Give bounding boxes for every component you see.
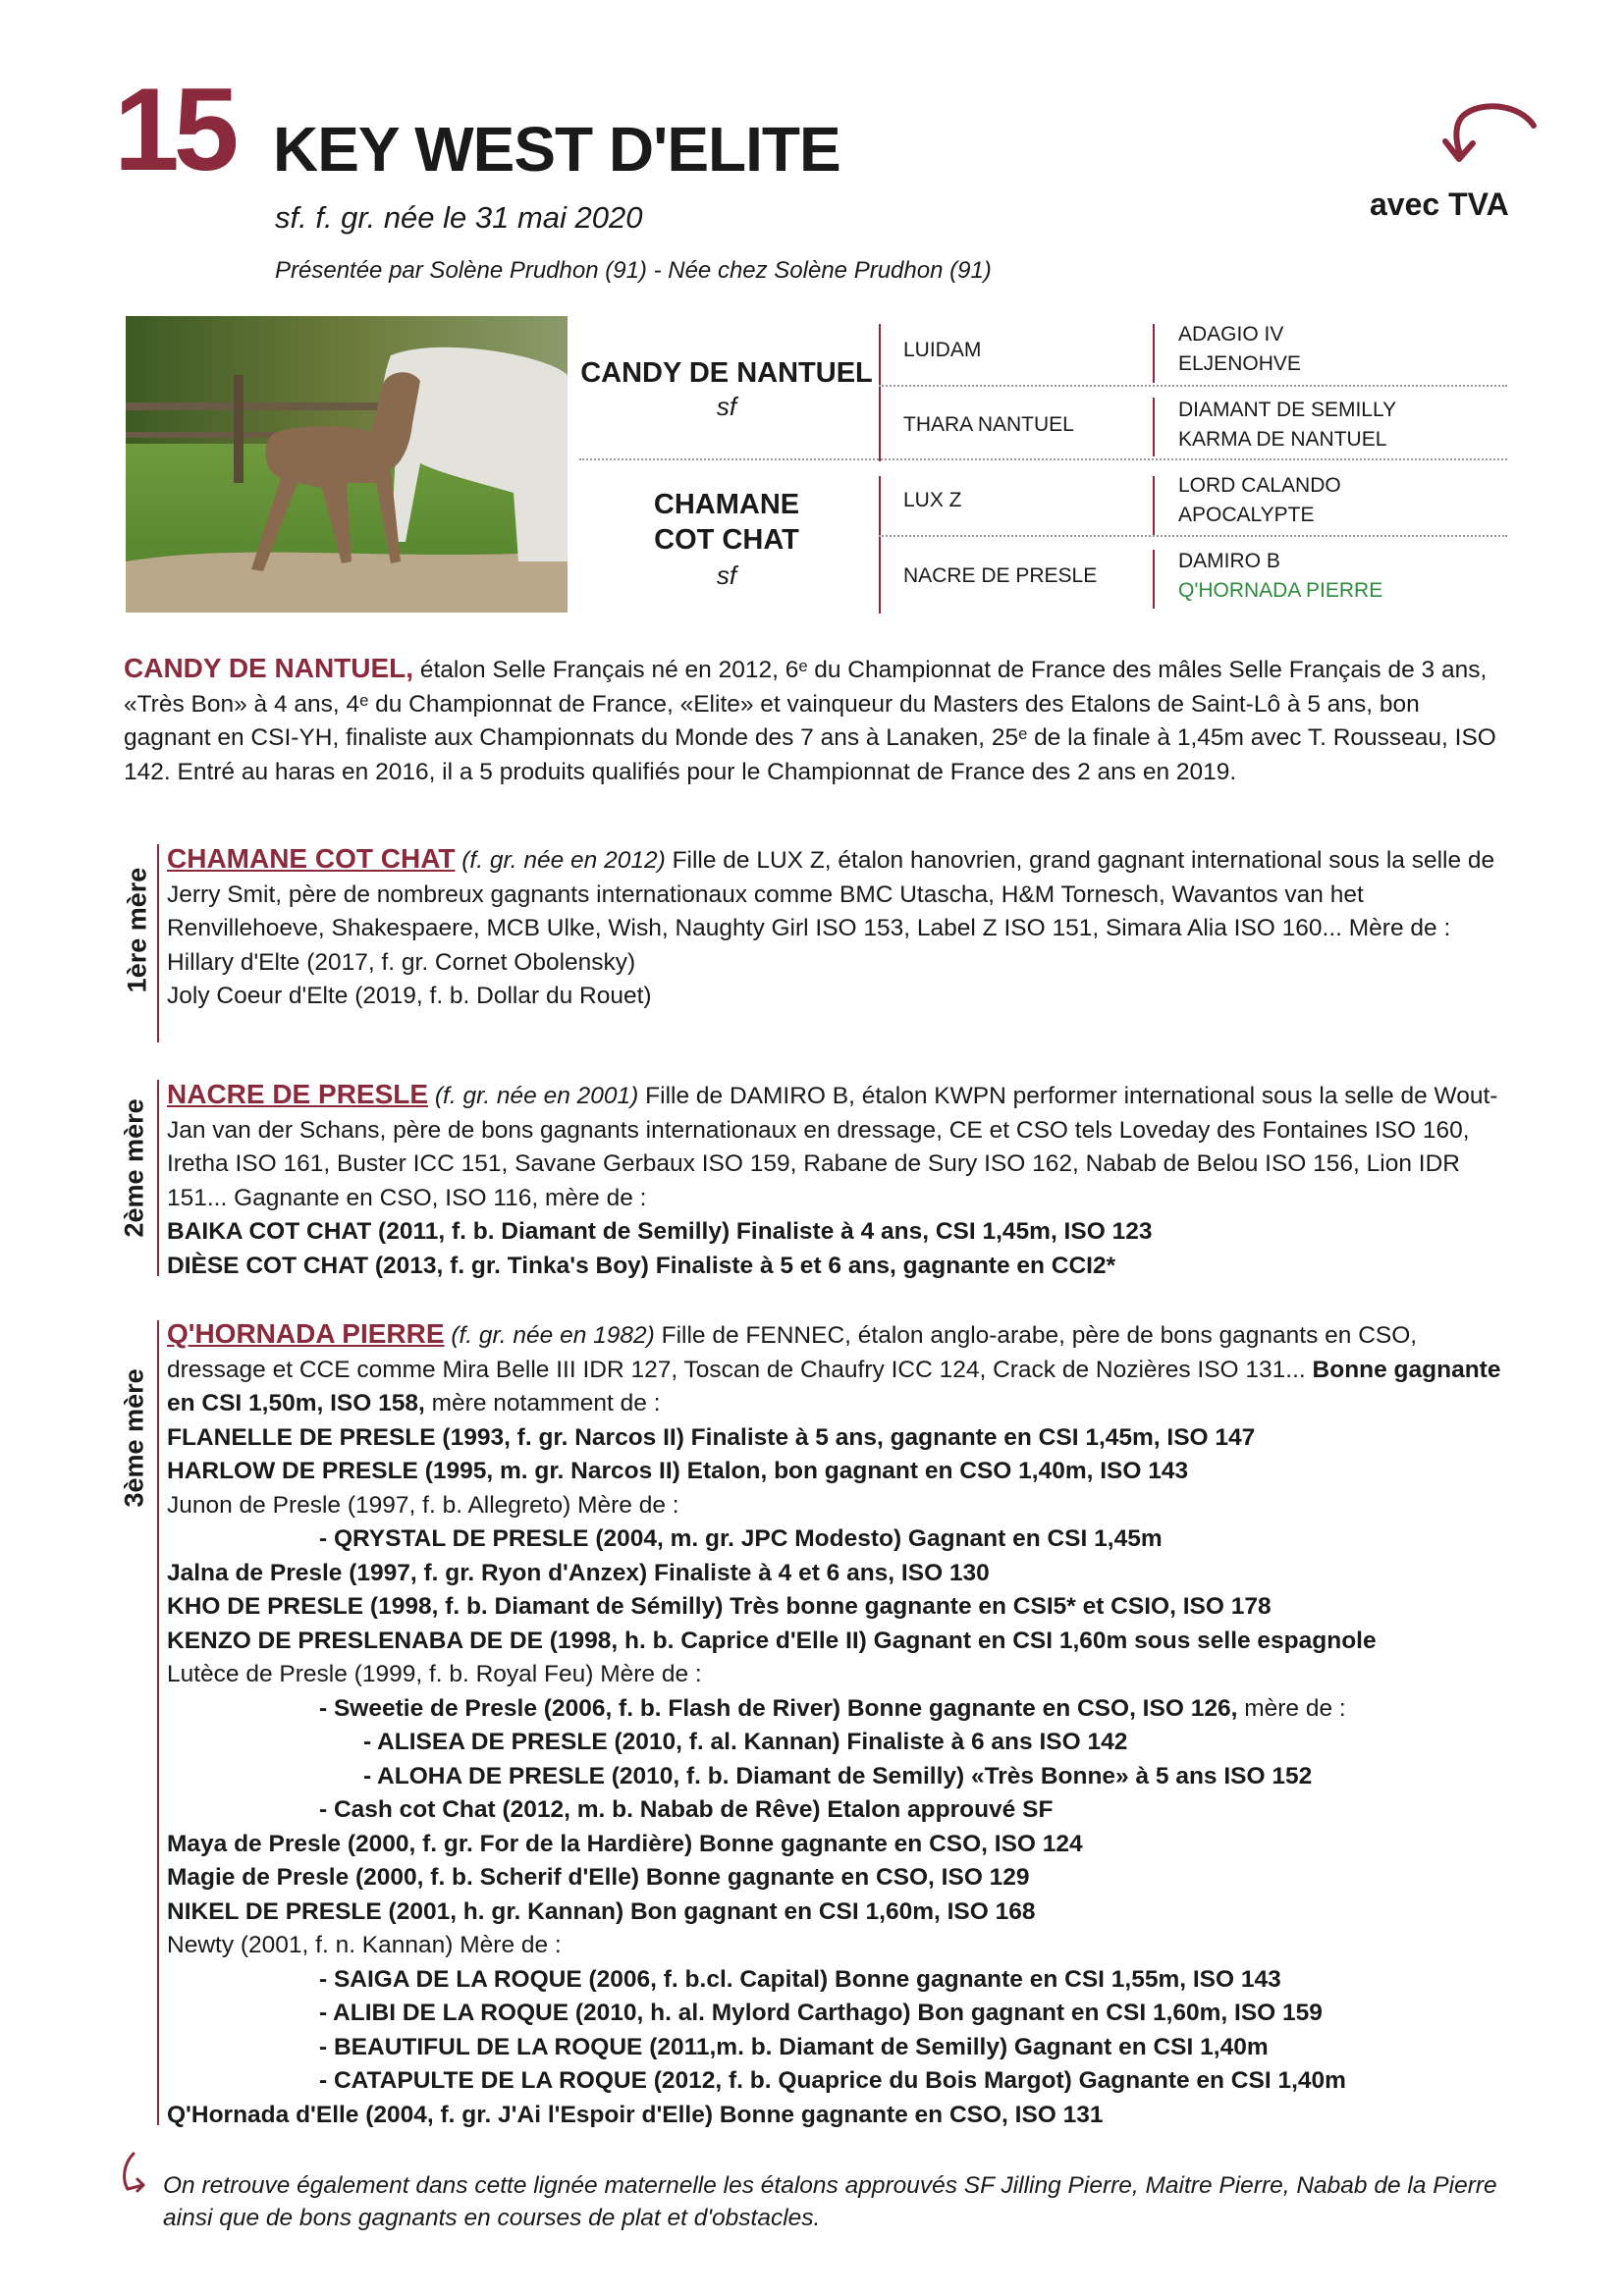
pedigree-g2: ELJENOHVE (1178, 352, 1301, 375)
dam1-section (167, 842, 1508, 1014)
dam3-line-text: NIKEL DE PRESLE (2001, h. gr. Kannan) Bon gagnant en CSI 1,60m, ISO 168 (167, 1897, 1036, 1925)
presented-by: Présentée par Solène Prudhon (91) - Née chez Solène Prudhon (91) (275, 257, 992, 284)
pedigree-divider (579, 458, 1507, 460)
dam3-line (167, 1963, 1508, 1998)
dam3-line-text: KENZO DE PRESLENABA DE DE (1998, h. b. Caprice d'Elle II) Gagnant en CSI 1,60m sous selle espagnole (167, 1627, 1377, 1654)
dam3-text-bold: Bonne gagnante en CSI 1,50m, ISO 158, (167, 1356, 1501, 1416)
section-bar (157, 1320, 159, 2125)
dam2-desc: (f. gr. née en 2001) (434, 1083, 639, 1109)
horse-name: KEY WEST D'ELITE (273, 114, 840, 185)
dam3-lines (167, 1421, 1508, 2133)
dam3-line-suffix: mère de : (1237, 1694, 1346, 1722)
pedigree-g7: DAMIRO B (1178, 550, 1280, 572)
dam3-line-text: - CATAPULTE DE LA ROQUE (2012, f. b. Quaprice du Bois Margot) Gagnante en CSI 1,40m (319, 2067, 1346, 2094)
pedigree-divider (879, 535, 1507, 537)
dam3-line (167, 1590, 1508, 1625)
pedigree-g6: APOCALYPTE (1178, 504, 1315, 526)
dam3-line-text: - ALOHA DE PRESLE (2010, f. b. Diamant de Semilly) «Très Bonne» à 5 ans ISO 152 (363, 1762, 1313, 1789)
dam3-line (167, 1726, 1508, 1760)
sire-description-text: étalon Selle Français né en 2012, 6ᵉ du Championnat de France des mâles Selle Français de 3 ans, «Très Bon» à 4 ans, 4ᵉ du Championnat de France, «Elite» et vainqueur du Masters des Etalons de Saint-Lô à 5 ans, bon gagnant en CSI-YH, finaliste aux Championnats du Monde des 7 ans à Lanaken, 25ᵉ de la finale à 1,45m avec T. Rousseau, ISO 142. Entré au haras en 2016, il a 5 produits qualifiés pour le Championnat de France des 2 ans en 2019. (124, 657, 1496, 785)
dam3-label: 3ème mère (119, 1368, 149, 1508)
pedigree-dam-breed: sf (716, 561, 737, 590)
dam3-line (167, 2031, 1508, 2065)
dam3-line (167, 1896, 1508, 1930)
dam1-label: 1ère mère (122, 867, 152, 993)
dam3-line-text: Q'Hornada d'Elle (2004, f. gr. J'Ai l'Espoir d'Elle) Bonne gagnante en CSO, ISO 131 (167, 2101, 1104, 2128)
pedigree-dam-name-line1: CHAMANE (653, 489, 800, 520)
dam3-section (167, 1317, 1508, 2132)
dam3-line-text: Newty (2001, f. n. Kannan) Mère de : (167, 1932, 562, 1958)
dam3-line (167, 1692, 1508, 1727)
pedigree-g4: KARMA DE NANTUEL (1178, 428, 1387, 451)
dam3-line-text: - SAIGA DE LA ROQUE (2006, f. b.cl. Capital) Bonne gagnante en CSI 1,55m, ISO 143 (319, 1965, 1281, 1993)
pedigree-dam-sire: LUX Z (903, 489, 962, 511)
dam1-text: Fille de LUX Z, étalon hanovrien, grand gagnant international sous la selle de Jerry Smit, père de nombreux gagnants internationaux comme BMC Utascha, H&M Tornesch, Wavantos van het Renvillehoeve, Shakespaere, MCB Ulke, Wish, Naughty Girl ISO 153, Label Z ISO 151, Simara Alia ISO 160... Mère de : (167, 847, 1495, 941)
dam3-line (167, 2064, 1508, 2099)
dam3-line-text: - BEAUTIFUL DE LA ROQUE (2011,m. b. Diamant de Semilly) Gagnant en CSI 1,40m (319, 2033, 1269, 2060)
dam2-label: 2ème mère (119, 1098, 149, 1238)
dam3-line (167, 1455, 1508, 1489)
dam2-text: Fille de DAMIRO B, étalon KWPN performer international sous la selle de Wout-Jan van der Schans, père de bons gagnants internationaux en dressage, CE et CSO tels Loveday des Fontaines ISO 160, Iretha ISO 161, Buster ICC 151, Savane Gerbaux ISO 159, Rabane de Sury ISO 162, Nabab de Belou ISO 156, Lion IDR 151... Gagnante en CSO, ISO 116, mère de : (167, 1083, 1498, 1211)
dam3-line (167, 1421, 1508, 1456)
dam3-line (167, 2099, 1508, 2133)
dam3-line-text: - Cash cot Chat (2012, m. b. Nabab de Rêve) Etalon approuvé SF (319, 1796, 1054, 1823)
pedigree-dam-name-line2: COT CHAT (654, 524, 799, 556)
pedigree-divider (879, 476, 881, 614)
dam3-line (167, 1793, 1508, 1828)
sire-description-name: CANDY DE NANTUEL, (124, 653, 414, 683)
dam3-line-text: Maya de Presle (2000, f. gr. For de la Hardière) Bonne gagnante en CSO, ISO 124 (167, 1830, 1083, 1857)
dam1-line: Joly Coeur d'Elte (2019, f. b. Dollar du Rouet) (167, 983, 652, 1009)
dam2-section (167, 1078, 1508, 1283)
pedigree-divider (879, 385, 1507, 387)
pedigree-dam-dam: NACRE DE PRESLE (903, 564, 1098, 587)
photo-foal-and-mare (126, 316, 568, 613)
curved-arrow-icon (1434, 98, 1542, 177)
pedigree-g8: Q'HORNADA PIERRE (1178, 579, 1383, 602)
lot-number: 15 (114, 64, 234, 195)
dam1-name: CHAMANE COT CHAT (167, 843, 456, 874)
dam2-line: BAIKA COT CHAT (2011, f. b. Diamant de Semilly) Finaliste à 4 ans, CSI 1,45m, ISO 123 (167, 1218, 1153, 1245)
dam3-line-text: Junon de Presle (1997, f. b. Allegreto) Mère de : (167, 1491, 679, 1519)
dam3-line (167, 1861, 1508, 1896)
horse-info: sf. f. gr. née le 31 mai 2020 (275, 200, 643, 235)
pedigree-divider (1153, 476, 1155, 535)
dam3-line-text: Jalna de Presle (1997, f. gr. Ryon d'Anzex) Finaliste à 4 et 6 ans, ISO 130 (167, 1559, 990, 1586)
dam3-line (167, 1828, 1508, 1862)
dam3-line-text: - ALISEA DE PRESLE (2010, f. al. Kannan) Finaliste à 6 ans ISO 142 (363, 1729, 1128, 1755)
dam3-line-text: Magie de Presle (2000, f. b. Scherif d'Elle) Bonne gagnante en CSO, ISO 129 (167, 1864, 1030, 1891)
tva-label: avec TVA (1370, 187, 1509, 222)
dam2-line: DIÈSE COT CHAT (2013, f. gr. Tinka's Boy) Finaliste à 5 et 6 ans, gagnante en CCI2* (167, 1252, 1116, 1279)
dam3-line (167, 1489, 1508, 1523)
dam3-desc: (f. gr. née en 1982) (451, 1322, 655, 1349)
pedigree-divider (879, 324, 881, 461)
pedigree-sire-breed: sf (716, 392, 737, 421)
dam3-text: Fille de FENNEC, étalon anglo-arabe, père de bons gagnants en CSO, dressage et CCE comme Mira Belle III IDR 127, Toscan de Chaufry ICC 124, Crack de Nozières ISO 131... (167, 1322, 1418, 1383)
dam3-line-text: FLANELLE DE PRESLE (1993, f. gr. Narcos II) Finaliste à 5 ans, gagnante en CSI 1,45m, ISO 147 (167, 1423, 1256, 1451)
dam3-line-text: - Sweetie de Presle (2006, f. b. Flash de River) Bonne gagnante en CSO, ISO 126, (319, 1694, 1238, 1722)
dam3-line (167, 1760, 1508, 1794)
dam3-line-text: - QRYSTAL DE PRESLE (2004, m. gr. JPC Modesto) Gagnant en CSI 1,45m (319, 1525, 1163, 1552)
dam3-line (167, 1929, 1508, 1963)
dam3-line (167, 1557, 1508, 1591)
pedigree-sire-sire: LUIDAM (903, 339, 982, 361)
sire-description (124, 652, 1508, 789)
dam3-text-end: mère notamment de : (431, 1390, 661, 1416)
pedigree-g1: ADAGIO IV (1178, 323, 1284, 346)
dam3-line (167, 1658, 1508, 1692)
pedigree-sire-dam: THARA NANTUEL (903, 413, 1074, 436)
section-bar (157, 1080, 159, 1276)
dam3-line (167, 1522, 1508, 1557)
pedigree-sire-name: CANDY DE NANTUEL (580, 357, 873, 389)
dam3-line-text: Lutèce de Presle (1999, f. b. Royal Feu) Mère de : (167, 1661, 702, 1687)
pedigree-g3: DIAMANT DE SEMILLY (1178, 399, 1397, 421)
dam3-line-text: HARLOW DE PRESLE (1995, m. gr. Narcos II) Etalon, bon gagnant en CSO 1,40m, ISO 143 (167, 1458, 1189, 1484)
dam3-name: Q'HORNADA PIERRE (167, 1318, 445, 1349)
dam3-line-text: - ALIBI DE LA ROQUE (2010, h. al. Mylord Carthago) Bon gagnant en CSI 1,60m, ISO 159 (319, 2000, 1323, 2026)
pedigree-divider (1153, 398, 1155, 456)
pedigree-divider (1153, 550, 1155, 609)
dam2-name: NACRE DE PRESLE (167, 1079, 429, 1109)
section-bar (157, 844, 159, 1042)
footer-note: On retrouve également dans cette lignée maternelle les étalons approuvés SF Jilling Pierre, Maitre Pierre, Nabab de la Pierre ainsi que de bons gagnants en courses de plat et d'obstacles. (163, 2172, 1497, 2231)
dam1-line: Hillary d'Elte (2017, f. gr. Cornet Obolensky) (167, 948, 636, 976)
hook-arrow-icon (116, 2150, 155, 2199)
pedigree-g5: LORD CALANDO (1178, 474, 1341, 497)
pedigree-divider (1153, 324, 1155, 383)
dam3-line (167, 1625, 1508, 1659)
dam1-desc: (f. gr. née en 2012) (461, 847, 666, 874)
dam3-line (167, 1997, 1508, 2031)
dam3-line-text: KHO DE PRESLE (1998, f. b. Diamant de Sémilly) Très bonne gagnante en CSI5* et CSIO, ISO 178 (167, 1593, 1272, 1620)
